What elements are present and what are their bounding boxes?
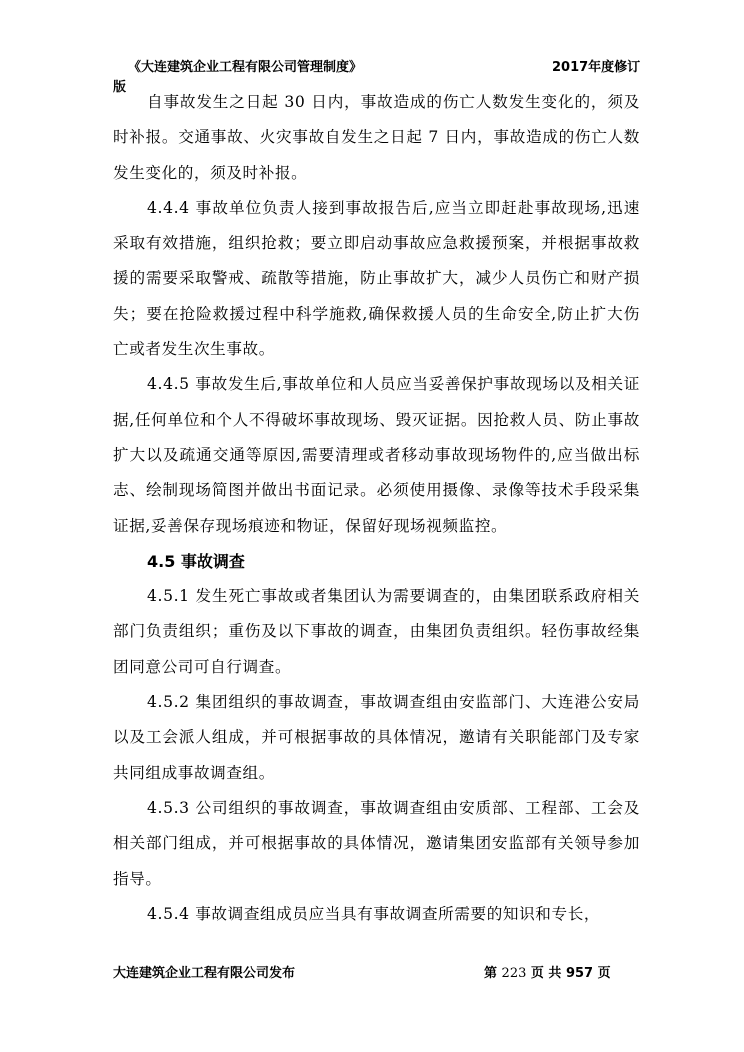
paragraph-4-5-2: 4.5.2 集团组织的事故调查，事故调查组由安监部门、大连港公安局以及工会派人组成，并可根据事故的具体情况，邀请有关职能部门及专家共同组成事故调查组。 [113,693,640,782]
paragraph-4-4-4: 4.4.4 事故单位负责人接到事故报告后,应当立即赶赴事故现场,迅速采取有效措施，组织抢救；要立即启动事故应急救援预案，并根据事故救援的需要采取警戒、疏散等措施，防止事故扩大，减少人员伤亡和财产损失；要在抢险救援过程中科学施救,确保救援人员的生命安全,防止扩大伤亡或者发生次生事故。 [113,198,640,359]
header-title: 《大连建筑企业工程有限公司管理制度》 [128,60,363,75]
page-suffix: 页 [597,966,611,981]
page-prefix: 第 [484,966,498,981]
page-middle: 页 共 [530,966,562,981]
section-heading-4-5: 4.5 事故调查 [147,551,245,571]
footer-publisher: 大连建筑企业工程有限公司发布 [113,966,296,981]
document-body [113,85,640,932]
paragraph-4-5-1: 4.5.1 发生死亡事故或者集团认为需要调查的，由集团联系政府相关部门负责组织；重伤及以下事故的调查，由集团负责组织。轻伤事故经集团同意公司可自行调查。 [113,587,640,676]
paragraph-4-5-4: 4.5.4 事故调查组成员应当具有事故调查所需要的知识和专长， [147,904,601,923]
page-total: 957 [565,966,594,981]
paragraph-4-4-5: 4.4.5 事故发生后,事故单位和人员应当妥善保护事故现场以及相关证据,任何单位和个人不得破坏事故现场、毁灭证据。因抢救人员、防止事故扩大以及疏通交通等原因,需要清理或者移动事故现场物件的,应当做出标志、绘制现场简图并做出书面记录。必须使用摄像、录像等技术手段采集证据,妥善保存现场痕迹和物证，保留好现场视频监控。 [113,375,640,535]
paragraph-casualty-reporting: 自事故发生之日起 30 日内，事故造成的伤亡人数发生变化的，须及时补报。交通事故、火灾事故自发生之日起 7 日内，事故造成的伤亡人数发生变化的，须及时补报。 [113,93,640,182]
header-edition-wrap: 版 [113,80,127,95]
footer-page-number [484,962,611,981]
header-edition: 2017年度修订 [552,60,641,75]
page-current: 223 [501,966,527,981]
paragraph-4-5-3: 4.5.3 公司组织的事故调查，事故调查组由安质部、工程部、工会及相关部门组成，并可根据事故的具体情况，邀请集团安监部有关领导参加指导。 [113,798,640,888]
